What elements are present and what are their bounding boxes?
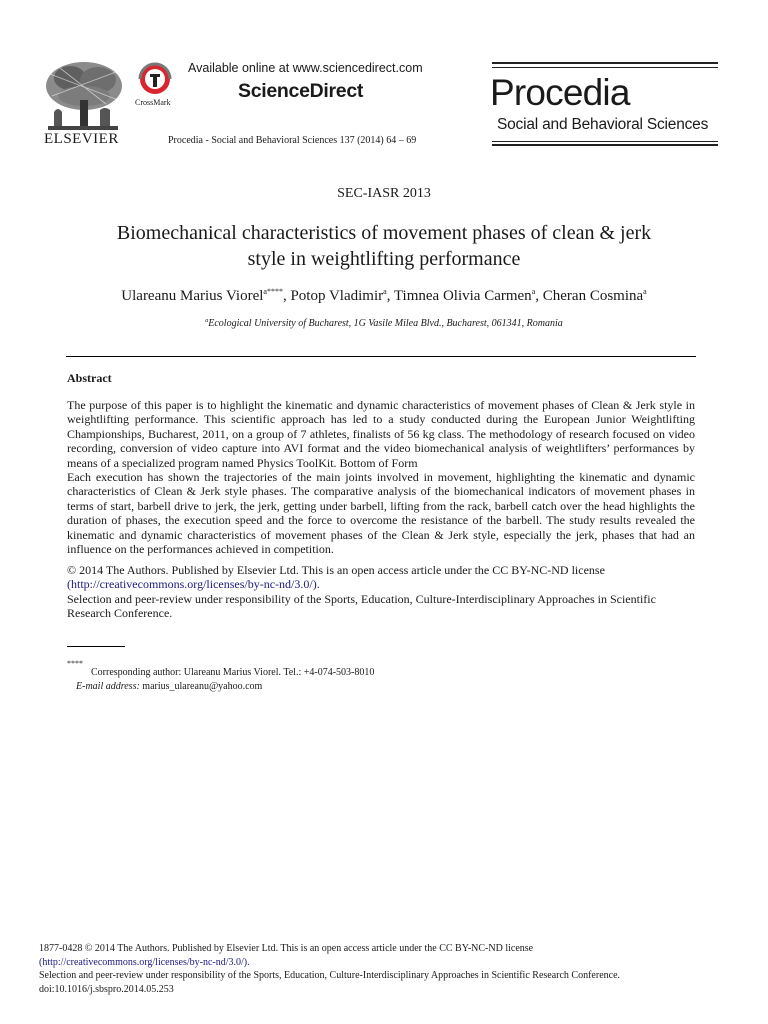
affiliation-text: Ecological University of Bucharest, 1G Vasile Milea Blvd., Bucharest, 061341, Romania: [208, 318, 563, 329]
procedia-top-rule: [492, 62, 718, 64]
abstract-body: [67, 398, 695, 556]
paper-title-line-2: style in weightlifting performance: [247, 248, 521, 270]
author-name: Potop Vladimir: [290, 288, 384, 304]
procedia-title: Procedia: [490, 72, 630, 113]
doi[interactable]: doi:10.1016/j.sbspro.2014.05.253: [39, 983, 174, 995]
conference-name: SEC-IASR 2013: [337, 186, 431, 201]
peer-review-statement: Selection and peer-review under responsibility of the Sports, Education, Culture-Interdisciplinary Approaches in Scientific Research Conference.: [67, 591, 656, 621]
author-separator: ,: [535, 288, 543, 304]
journal-reference: Procedia - Social and Behavioral Sciences 137 (2014) 64 – 69: [168, 135, 417, 146]
email-line: [76, 681, 262, 692]
bottom-license-link[interactable]: (http://creativecommons.org/licenses/by-nc-nd/3.0/).: [39, 956, 250, 968]
procedia-top-rule-thin: [492, 67, 718, 68]
author-separator: ,: [386, 288, 394, 304]
procedia-bottom-rule-thin: [492, 141, 718, 142]
author-affiliation-mark[interactable]: a****: [263, 287, 283, 296]
affiliation: [0, 318, 768, 329]
author-affiliation-mark[interactable]: a: [383, 287, 387, 296]
footnote-divider: [67, 646, 125, 647]
author-separator: ,: [282, 288, 291, 304]
author-name: Ulareanu Marius Viorel: [121, 288, 264, 304]
license-link[interactable]: (http://creativecommons.org/licenses/by-nc-nd/3.0/).: [67, 577, 320, 592]
procedia-subtitle: Social and Behavioral Sciences: [497, 116, 709, 133]
title-divider: [66, 356, 696, 357]
abstract-heading: Abstract: [67, 371, 112, 385]
author-list: [0, 287, 768, 305]
paper-title-line-1: Biomechanical characteristics of movement phases of clean & jerk: [116, 222, 652, 244]
footnote-mark: ****: [67, 659, 83, 668]
sciencedirect-logo: ScienceDirect: [238, 80, 364, 102]
license-line: © 2014 The Authors. Published by Elsevier Ltd. This is an open access article under the CC BY-NC-ND license: [67, 563, 605, 577]
abstract-paragraph-2: Each execution has shown the trajectories of the main joints involved in movement, highlighting the kinematic and dynamic characteristics of Clean & Jerk style phases. The comparative analysis of the biomechanical indicators of movement phases in terms of start, barbell drive to jerk, the jerk, getting under barbell, lifting from the rack, barbell catch over the head highlights the duration of phases, the execution speed and the force to overcome the resistance of the barbell. The study results revealed the kinematic and dynamic characteristics of movement phases of the Clean & Jerk style, especially the jerk, phases that had an influence on the performances achieved in competition.: [67, 470, 695, 557]
paper-title: [40, 220, 728, 272]
corresponding-author-note: Corresponding author: Ulareanu Marius Viorel. Tel.: +4-074-503-8010: [91, 667, 375, 678]
author-name: Cheran Cosmina: [542, 288, 644, 304]
bottom-peer-review: Selection and peer-review under responsibility of the Sports, Education, Culture-Interdisciplinary Approaches in Scientific Research Conference.: [39, 970, 621, 982]
available-online-text[interactable]: Available online at www.sciencedirect.com: [188, 61, 423, 75]
procedia-bottom-rule: [492, 144, 718, 146]
email-address[interactable]: marius_ulareanu@yahoo.com: [142, 681, 263, 692]
bottom-license-line: 1877-0428 © 2014 The Authors. Published by Elsevier Ltd. This is an open access article under the CC BY-NC-ND license: [39, 943, 534, 954]
affiliation-mark: a: [205, 318, 209, 324]
author-affiliation-mark[interactable]: a: [643, 287, 647, 296]
crossmark-label: CrossMark: [135, 98, 171, 107]
abstract-paragraph-1: The purpose of this paper is to highlight the kinematic and dynamic characteristics of movement phases of Clean & Jerk style in weightlifting performance. This scientific approach has led to a study conducted during the European Junior Weightlifting Championships, Bucharest, 2011, on a group of 7 athletes, finalists of 56 kg class. The methodology of research focused on video recording, conversion of video capture into AVI format and the video biomechanical analysis of weightlifters’ performances by means of a specialized program named Physics ToolKit. Bottom of Form: [67, 398, 695, 470]
license-block: [67, 563, 695, 621]
publisher-name: ELSEVIER: [44, 131, 119, 147]
email-label: E-mail address:: [76, 681, 140, 692]
author-name: Timnea Olivia Carmen: [393, 288, 532, 304]
bottom-license-block: [39, 942, 679, 996]
author-affiliation-mark[interactable]: a: [531, 287, 536, 296]
